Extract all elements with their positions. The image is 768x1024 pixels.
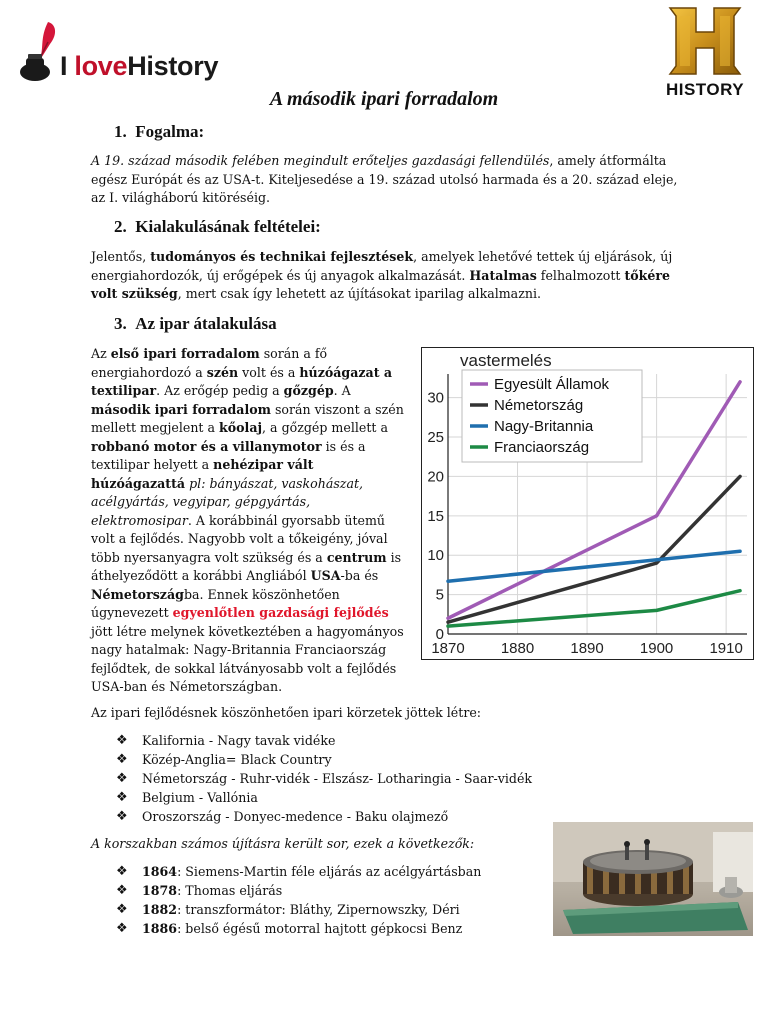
legend-label: Nagy-Britannia: [494, 418, 594, 435]
diamond-bullet-icon: ❖: [116, 752, 128, 767]
ip-a1: Az: [91, 346, 111, 361]
ip-b4: gőzgép: [283, 383, 334, 398]
history-h-emblem-icon: [656, 4, 754, 78]
inventions-list: [116, 862, 536, 938]
diamond-bullet-icon: ❖: [116, 809, 128, 824]
list-item: [116, 769, 596, 788]
region-text: Kalifornia - Nagy tavak vidéke: [142, 733, 336, 748]
brand-i: I: [60, 51, 75, 81]
region-text: Németország - Ruhr-vidék - Elszász- Lotharingia - Saar-vidék: [142, 771, 533, 786]
conditions-b2: Hatalmas: [469, 267, 537, 283]
legend-label: Egyesült Államok: [494, 376, 610, 393]
invention-year: 1886: [142, 921, 178, 936]
diamond-bullet-icon: ❖: [116, 921, 128, 936]
y-tick-label: 0: [435, 626, 444, 643]
chart-svg: [422, 348, 753, 659]
conditions-t4: , mert csak így lehetett az újításokat iparilag alkalmazni.: [177, 286, 541, 301]
definition-paragraph: [91, 152, 681, 208]
ip-a13: jött létre melynek következtében a hagyományos nagy hatalmak: Nagy-Britannia Franciaország fejlődtek, de sokkal látványosabb volt a fejlődés USA-ban és Németországban.: [91, 623, 404, 694]
inventions-intro: [91, 835, 531, 854]
list-item: [116, 731, 596, 750]
y-tick-label: 15: [427, 507, 444, 525]
ip-a11: -ba és: [340, 568, 379, 583]
history-logo-text: HISTORY: [665, 80, 745, 99]
ip-b7: robbanó motor és a villanymotor: [91, 438, 322, 454]
brand-logo[interactable]: [18, 20, 233, 85]
diamond-bullet-icon: ❖: [116, 790, 128, 805]
conditions-t1: Jelentős,: [91, 249, 151, 264]
ip-a2: során a fő energiahordozó a: [91, 346, 328, 380]
list-item: [116, 862, 536, 881]
legend-label: Franciaország: [494, 439, 590, 456]
list-item: [116, 919, 536, 938]
invention-text: : Thomas eljárás: [177, 883, 283, 898]
ip-a4: . Az erőgép pedig a: [156, 383, 284, 398]
y-tick-label: 25: [427, 429, 444, 447]
section-1-number: 1.: [114, 122, 127, 141]
inventions-intro-text: A korszakban számos újításra került sor, ezek a következők:: [91, 836, 475, 851]
section-1-title: Fogalma:: [135, 122, 205, 141]
definition-italic: A 19. század második felében megindult erőteljes gazdasági fellendülés: [91, 153, 550, 168]
conditions-b1: tudományos és technikai fejlesztések: [150, 249, 414, 264]
page-title: A második ipari forradalom: [269, 88, 499, 110]
ip-b1: első ipari forradalom: [110, 346, 260, 361]
ip-b10: USA: [310, 568, 341, 583]
region-text: Közép-Anglia= Black Country: [142, 752, 332, 767]
invention-text: : belső égésű motorral hajtott gépkocsi Benz: [177, 921, 463, 936]
ip-b3: húzóágazat a textilipar: [91, 364, 393, 398]
y-tick-label: 10: [427, 547, 444, 565]
ip-a3: volt és a: [238, 364, 300, 380]
regions-intro: Az ipari fejlődésnek köszönhetően ipari körzetek jöttek létre:: [91, 705, 482, 720]
y-tick-label: 30: [427, 389, 444, 407]
regions-list: [116, 731, 596, 826]
ip-b8: nehézipar vált húzóágazattá: [91, 457, 314, 491]
diamond-bullet-icon: ❖: [116, 902, 128, 917]
ip-a5: . A: [333, 383, 351, 398]
ip-b11: Németország: [91, 586, 184, 602]
industry-paragraph: [91, 345, 409, 697]
ip-b9: centrum: [326, 549, 387, 565]
inkwell-quill-icon: [18, 20, 58, 82]
brand-history: History: [127, 51, 219, 81]
diamond-bullet-icon: ❖: [116, 771, 128, 786]
list-item: [116, 807, 596, 826]
section-2-title: Kialakulásának feltételei:: [135, 217, 321, 236]
invention-year: 1864: [142, 864, 178, 879]
ip-b2: szén: [206, 364, 239, 380]
conditions-t2: , amelyek lehetővé tettek új eljárások, új energiahordozók, új erőgépek és új anyagok alkalmazását.: [91, 249, 673, 283]
section-3-title: Az ipar átalakulása: [135, 314, 277, 333]
ip-b6: kőolaj: [219, 420, 263, 435]
x-tick-label: 1890: [570, 640, 604, 657]
list-item: [116, 881, 536, 900]
x-tick-label: 1870: [431, 640, 465, 657]
ip-b5: második ipari forradalom: [91, 401, 271, 417]
y-tick-label: 5: [435, 586, 444, 604]
invention-year: 1882: [142, 902, 178, 917]
invention-year: 1878: [142, 883, 178, 898]
section-1-heading: [114, 122, 204, 142]
section-3-number: 3.: [114, 314, 127, 333]
legend-label: Németország: [494, 397, 584, 414]
region-text: Belgium - Vallónia: [142, 790, 258, 805]
list-item: [116, 788, 596, 807]
ip-a10: is áthelyeződött a korábbi Angliából: [91, 549, 402, 583]
region-text: Oroszország - Donyec-medence - Baku olajmező: [142, 809, 449, 824]
x-tick-label: 1900: [639, 640, 674, 657]
series-line: [448, 551, 740, 581]
x-tick-label: 1910: [709, 640, 743, 657]
conditions-paragraph: [91, 248, 683, 304]
definition-rest: , amely átformálta egész Európát és az USA-t. Kiteljesedése a 19. század utolsó harmada és a 20. század eleje, az I. világháború kitöréséig.: [91, 153, 678, 205]
list-item: [116, 750, 596, 769]
ip-i1: pl: bányászat, vaskohászat, acélgyártás, vegyipar, gépgyártás, elektromosipar: [91, 475, 364, 528]
ip-a7: , a gőzgép mellett a: [262, 420, 388, 435]
history-channel-logo[interactable]: [656, 4, 754, 100]
chart-title: vastermelés: [460, 351, 552, 370]
ip-a9: . A korábbinál gyorsabb ütemű volt a fejlődés. Nagyobb volt a tőkeigény, jóval több nyersanyagra volt szükség és a: [91, 512, 388, 565]
chart-legend: [462, 370, 642, 462]
section-2-number: 2.: [114, 217, 127, 236]
conditions-b3: tőkére volt szükség: [91, 267, 671, 301]
diamond-bullet-icon: ❖: [116, 733, 128, 748]
invention-text: : transzformátor: Bláthy, Zipernowszky, Déri: [177, 902, 460, 917]
section-2-heading: [114, 217, 321, 237]
ip-a8: is és a textilipar helyett a: [91, 438, 366, 472]
x-tick-label: 1880: [500, 640, 535, 657]
ip-r1: egyenlőtlen gazdasági fejlődés: [172, 605, 389, 620]
diamond-bullet-icon: ❖: [116, 883, 128, 898]
diamond-bullet-icon: ❖: [116, 864, 128, 879]
section-3-heading: [114, 314, 277, 334]
y-tick-label: 20: [427, 468, 444, 486]
ip-a6: során viszont a szén mellett megjelent a: [91, 401, 404, 435]
ip-a12: ba. Ennek köszönhetően úgynevezett: [91, 586, 340, 620]
brand-love: love: [74, 51, 128, 81]
invention-text: : Siemens-Martin féle eljárás az acélgyártásban: [177, 864, 482, 879]
iron-production-chart: [421, 347, 754, 660]
conditions-t3: felhalmozott: [536, 267, 625, 283]
transformer-photo: [553, 822, 753, 936]
list-item: [116, 900, 536, 919]
brand-name: [60, 51, 218, 82]
transformer-image-icon: [553, 822, 753, 936]
